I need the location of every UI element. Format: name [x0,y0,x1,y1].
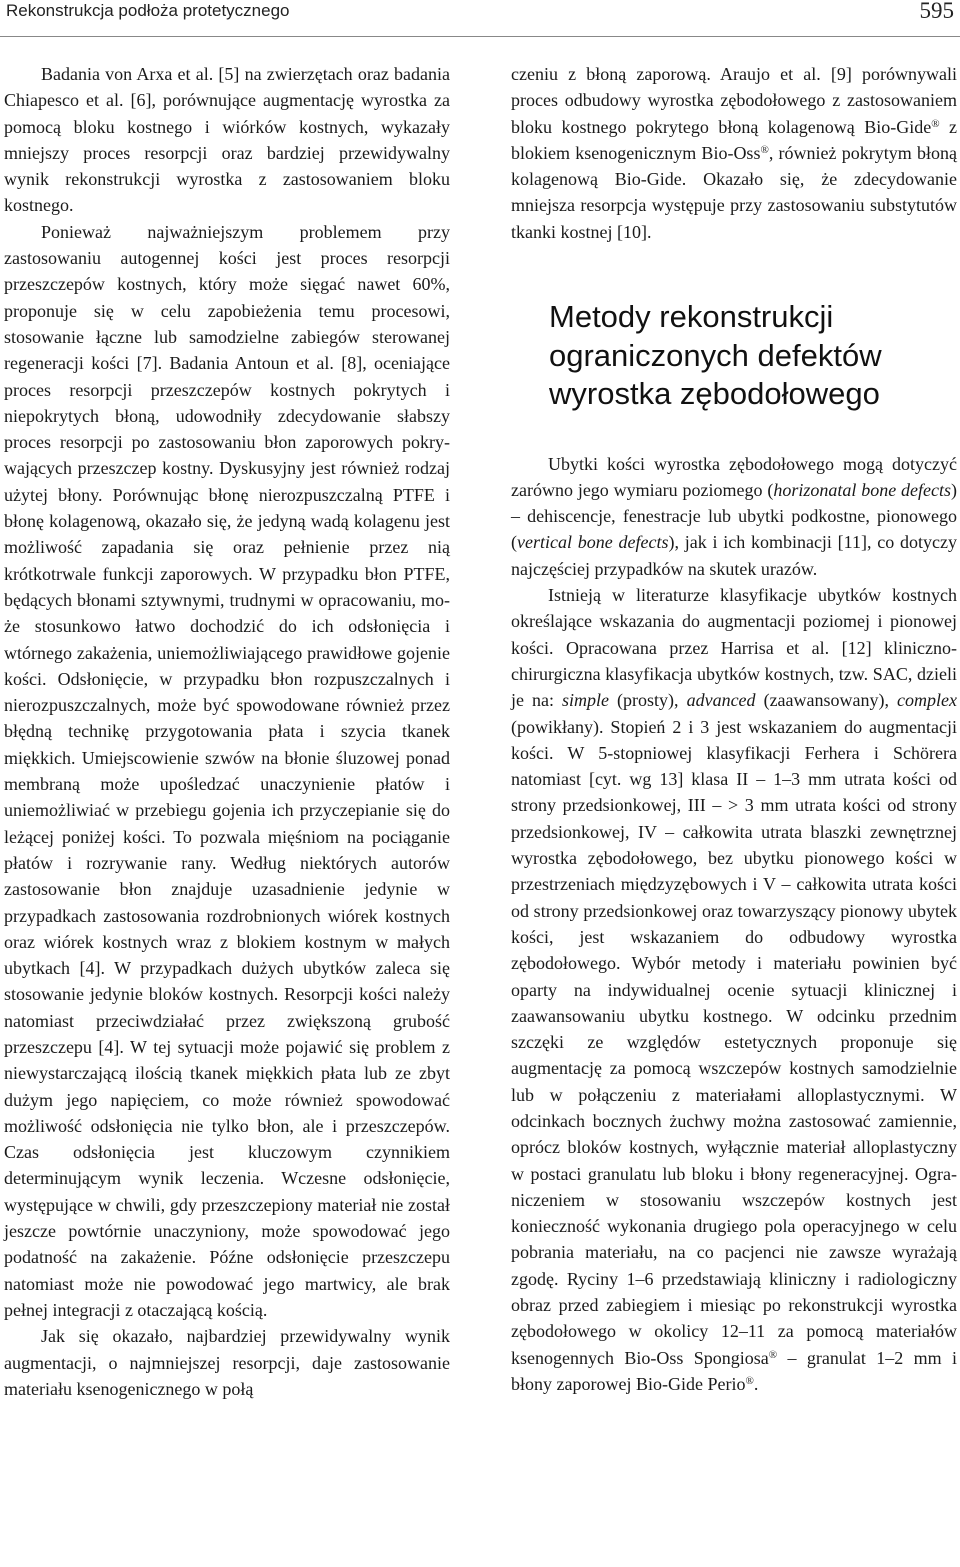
italic-term: advanced [686,690,756,711]
text-run: – granulat 1–2 mm i błony zaporowej Bio-Gide Perio [511,1347,957,1394]
registered-mark: ® [931,117,940,130]
text-run: ), jak i ich kombinacji [11], co dotyczy najczęściej przypadków na skutek urazów. [511,532,957,579]
registered-mark: ® [768,1348,778,1361]
paragraph: Ponieważ najważniejszym problemem przy zastosowaniu autogennej kości jest proces resorpcji przeszczepów kostnych, który może sięgać nawet 60%, proponuje się w celu zapobieżenia temu procesowi, stosowanie łączne lub samodzielne zabiegów sterowanej regeneracji kości [7]. Badania Antoun et al. [8], oceniające proces resorpcji przeszczepów kostnych pokrytych i niepokrytych błoną, udowodniły zdecydowanie słabszy proces resorpcji po zastosowaniu błon zaporowych pokrywających przeszczep kostny. Dyskusyjny jest również rodzaj użytej błony. Porównując błonę nierozpuszczalną PTFE i błonę kolagenową, okazało się, że jedyną wadą kolagenu jest możliwość zapadania się oraz pełnienie przez nią krótkotrwale funkcji zaporowych. W przypadku błon PTFE, będących błonami sztywnymi, trudnymi w opracowaniu, może stosunkowo łatwo dochodzić do ich odsłonięcia i wtórnego zakażenia, uniemożliwiającego prawidłowe gojenie kości. Odsłonięcie, w przypadku błon rozpuszczalnych i nierozpuszczalnych, może być spowodowane również przez błędną technikę przygotowania płata i szycia tkanek miękkich. Umiejscowienie szwów na błonie śluzowej ponad membraną może upośledzać unaczynienie płatów i uniemożliwiać w przebiegu gojenia ich przyczepianie się do leżącej poniżej kości. To pozwala mięśniom na pociąganie płatów i rozrywanie rany. Według niektórych autorów zastosowanie błon znajduje uzasadnienie jedynie w przypadkach zastosowania rozdrobnionych wiórek kostnych oraz wiórek kostnych wraz z blokiem kostnym w małych ubytkach [4]. W przypadkach dużych ubytków zaleca się stosowanie jedynie bloków kostnych. Resorpcji kości należy natomiast przeciwdziałać przez zwiększoną grubość przeszczepu [4]. W tej sytuacji może pojawić się problem z niewystarczającą ilością tkanek miękkich płata lub ze zbyt dużym jego napięciem, co może również spowodować możliwość odsłonięcia nie tylko błon, ale i przeszczepów. Czas odsłonięcia jest kluczowym czynnikiem determinującym wynik leczenia. Wczesne odsłonięcie, występujące w chwili, gdy przeszczepiony materiał nie został jeszcze powtórnie unaczyniony, może spowodować jego podatność na zakażenie. Późne odsłonięcie przeszczepu natomiast może nie powodować jego martwicy, ale brak pełnej integracji z otaczającą kością. [4,221,450,1320]
text-run: z blokiem ksenogenicznym Bio-Oss [511,116,957,163]
text-run: (prosty), [609,690,687,711]
text-run: . [753,1373,759,1394]
paragraph-continued [511,61,957,245]
text-run: Ubytki kości wyrostka zębodołowego mogą dotyczyć zarówno jego wymiaru poziomego ( [511,453,957,500]
running-title: Rekonstrukcja podłoża protetycznego [6,1,290,20]
italic-term: horizonatal bone defects [773,479,952,500]
text-run: czeniu z błoną zaporową. Araujo et al. [9] porównywali proces odbudowy wyrostka zębodołowego z zastosowaniem bloku kostnego pokrytego błoną kolagenową Bio-Gide [511,64,957,137]
italic-term: simple [562,690,610,711]
text-run: (powikłany). Stopień 2 i 3 jest wskazaniem do augmentacji kości. W 5-stopniowej klasyfikacji Ferhera i Schörera natomiast [cyt. wg 13] klasa II – 1–3 mm utrata kości od strony przedsionkowej, III – > 3 mm utrata kości od strony przedsionkowej, IV – całkowita utrata blaszki zewnętrznej wyrostka zębodołowego, bez ubytku pionowego kości w przestrzeniach międzyzębowych i V – całkowita utrata kości od strony przedsionkowej oraz towarzyszący pionowy ubytek kości, jest wskazaniem do odbudowy wyrostka zębodołowego. Wybór metody i materiału powinien być oparty na indywidualnej ocenie sytuacji klinicznej i zaawansowaniu ubytku kostnego. W odcinku przednim szczęki ze względów estetycznych proponuje się augmentację za pomocą wszczepów kostnych samodzielnie lub w połączeniu z materiałami alloplastycznymi. W odcinkach bocznych żuchwy można zastosować zamiennie, oprócz bloków kostnych, wyłącznie materiał alloplastyczny w postaci granulatu lub bloku i błony regeneracyjnej. Ograniczeniem w stosowaniu wszczepów kostnych jest konieczność wykonania drugiego pola operacyjnego w celu pobrania materiału, na co pacjenci nie zawsze wyrażają zgodę. Ryciny 1–6 przedstawiają kliniczny i radiologiczny obraz przed zabiegiem i miesiąc po rekonstrukcji wyrostka zębodołowego w okolicy 12–11 za pomocą materiałów ksenogennych Bio-Oss Spongiosa [511,716,957,1368]
paragraph: Badania von Arxa et al. [5] na zwierzętach oraz badania Chiapesco et al. [6], porównujące augmentację wyrostka za pomocą bloku kostnego i wiórków kostnych, wykazały mniejszy proces resorpcji oraz bardziej przewidywalny wynik rekonstrukcji wyrostka z zastosowaniem bloku kostnego. [4,64,450,216]
registered-mark: ® [745,1374,754,1387]
page-number: 595 [919,0,954,23]
right-column [511,61,957,1397]
text-run: (zaawansowany), [755,690,898,711]
paragraph [511,582,957,1397]
left-column [4,61,450,1402]
running-head [0,0,960,37]
paragraph [511,451,957,582]
paragraph: Jak się okazało, najbardziej przewidywalny wynik augmentacji, o najmniejszej resorpcji, daje zastosowanie materiału ksenogenicznego w połą [4,1326,450,1399]
section-heading: Metody rekonstrukcji ograniczonych defektów wyrostka zębodołowego [549,299,882,412]
text-run: Istnieją w literaturze klasyfikacje ubytków kostnych określające wskazania do augmentacji poziomej i pionowej kości. Opracowana przez Harrisa et al. [12] kliniczno-chirurgiczna klasyfikacja ubytków kostnych, tzw. SAC, dzieli je na: [511,585,957,711]
registered-mark: ® [760,143,769,156]
italic-term: vertical bone defects [517,532,669,553]
text-run: , również pokrytym błoną kolagenową Bio-Gide. Okazało się, że zdecydowanie mniejsza resorpcja występuje przy zastosowaniu substytutów tkanki kostnej [10]. [511,142,957,242]
text-run: ) – dehiscencje, fenestracje lub ubytki podkostne, pionowego ( [511,479,958,553]
italic-term: complex [897,690,957,711]
